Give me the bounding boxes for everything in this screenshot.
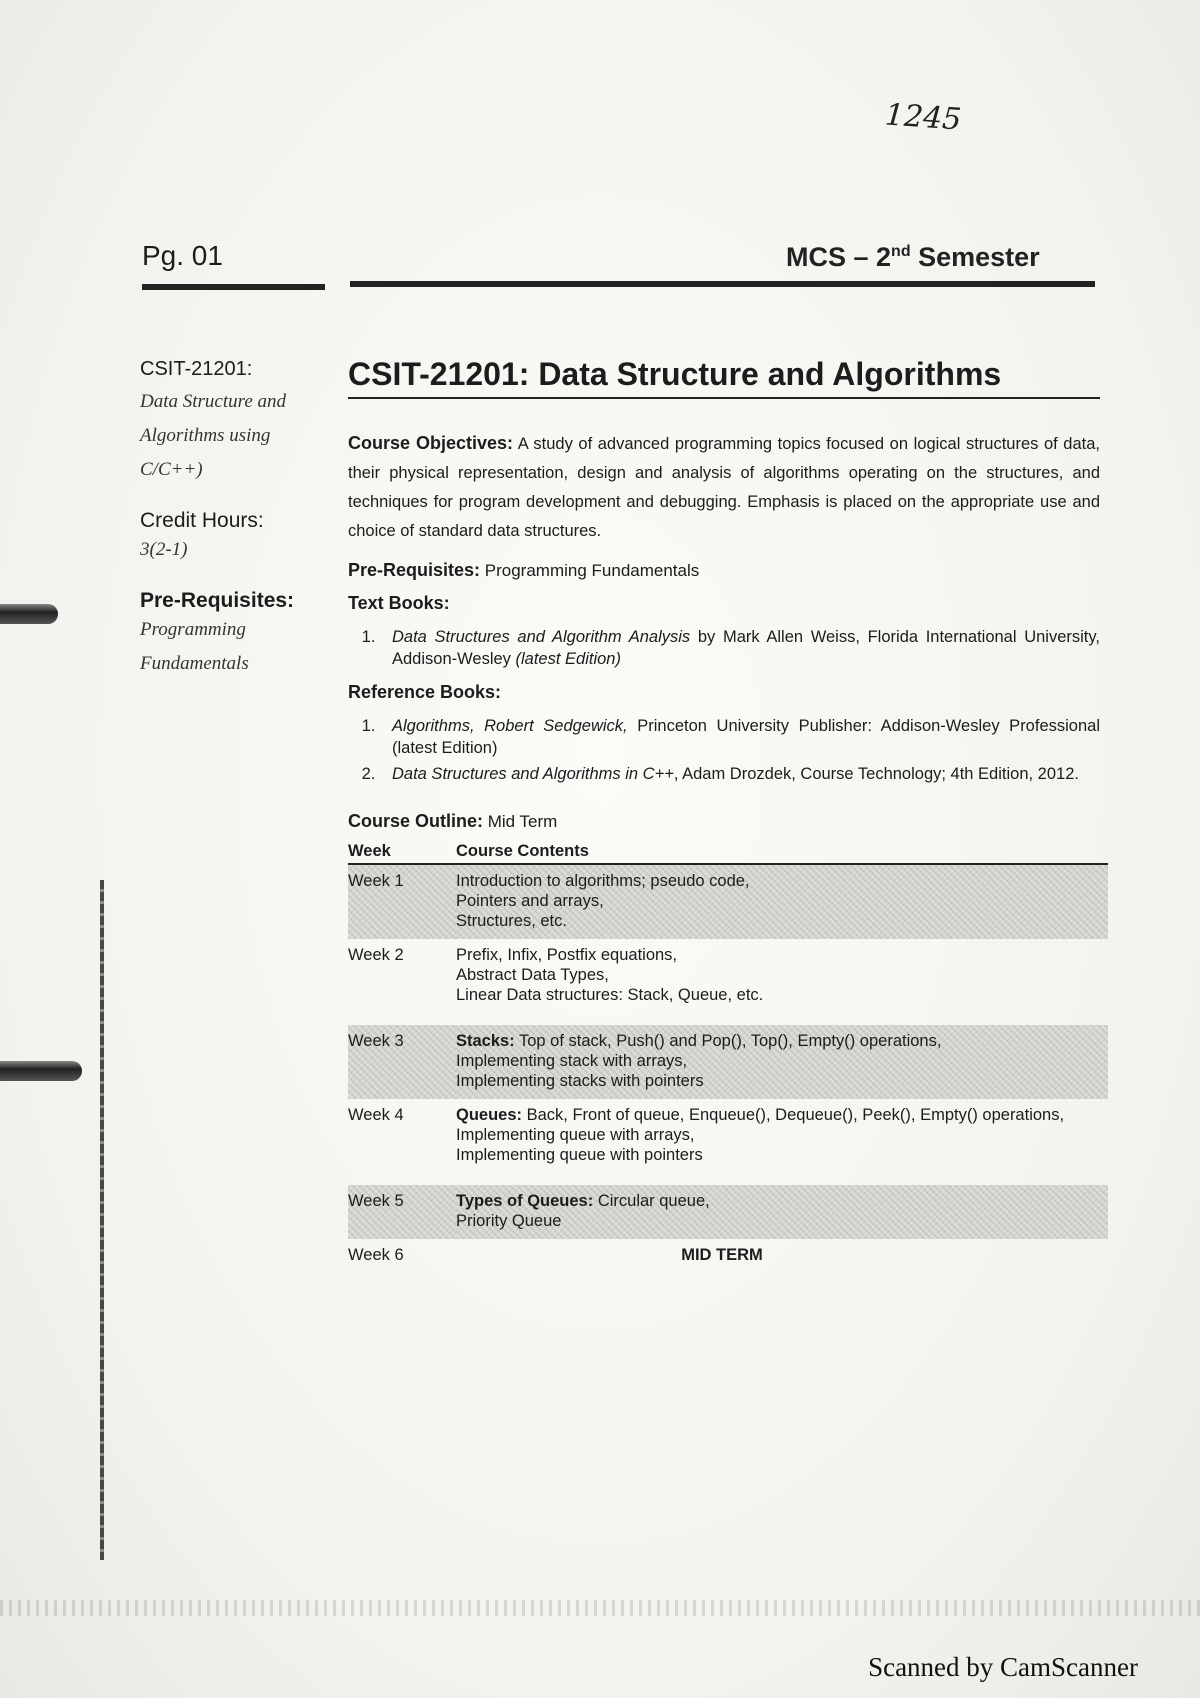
table-row: Week 6 MID TERM [348,1246,763,1264]
course-outline-table [348,842,1108,1273]
course-outline-label: Course Outline: Mid Term [348,811,558,831]
text-books-list [380,626,1100,670]
course-title: CSIT-21201: Data Structure and Algorithms [348,356,1100,399]
binder-shadow [100,880,104,1560]
table-row: Week 3 Stacks: Top of stack, Push() and Pop(), Top(), Empty() operations, Implementing stack with arrays, Implementing stacks with pointers [348,1025,1108,1099]
column-header-week: Week [348,842,456,864]
table-row: Week 5 Types of Queues: Circular queue, Priority Queue [348,1185,1108,1239]
sidebar-credit-hours-label: Credit Hours: [140,509,264,532]
course-objectives: Course Objectives: A study of advanced programming topics focused on logical structures of data, their physical representation, design and analysis of algorithms operating on the structures, and techniques for program development and debugging. Emphasis is placed on the appropriate use and choice of standard data structures. [348,433,1100,540]
main-content [348,356,1100,1273]
list-item: 1. Data Structures and Algorithm Analysis by Mark Allen Weiss, Florida International University, Addison-Wesley (latest Edition) [380,626,1100,670]
list-item: 2. Data Structures and Algorithms in C++, Adam Drozdek, Course Technology; 4th Edition, 2012. [380,763,1100,785]
header-rule-right [350,281,1095,287]
sidebar-course-code: CSIT-21201: [140,358,253,380]
scan-artifact [0,1600,1200,1616]
prerequisites: Pre-Requisites: Programming Fundamentals [348,560,700,580]
binder-ring [0,604,58,624]
table-header-row [348,842,1108,864]
header-rule-left [142,284,325,290]
reference-books-list [380,715,1100,785]
table-row: Week 2 Prefix, Infix, Postfix equations, Abstract Data Types, Linear Data structures: Stack, Queue, etc. [348,946,764,1004]
list-item: 1. Algorithms, Robert Sedgewick, Princeton University Publisher: Addison-Wesley Professional (latest Edition) [380,715,1100,759]
page-number: Pg. 01 [142,240,223,271]
sidebar-prereq-label: Pre-Requisites: [140,589,295,612]
sidebar-course-name: Data Structure and Algorithms using C/C++) [140,391,287,480]
sidebar [140,358,330,681]
text-books-label: Text Books: [348,593,450,613]
sidebar-prereq-value: Programming Fundamentals [140,619,249,674]
reference-books-label: Reference Books: [348,682,502,702]
binder-ring [0,1061,82,1081]
table-row: Week 1 Introduction to algorithms; pseudo code, Pointers and arrays, Structures, etc. [348,864,1108,939]
table-row: Week 4 Queues: Back, Front of queue, Enqueue(), Dequeue(), Peek(), Empty() operations, Implementing queue with arrays, Implementing queue with pointers [348,1106,1065,1164]
column-header-contents: Course Contents [456,842,1108,864]
handwritten-note: 1245 [883,97,963,138]
sidebar-credit-hours-value: 3(2-1) [140,539,188,560]
semester-heading: MCS – 2nd Semester [786,242,1040,272]
scanner-watermark: Scanned by CamScanner [868,1652,1138,1682]
